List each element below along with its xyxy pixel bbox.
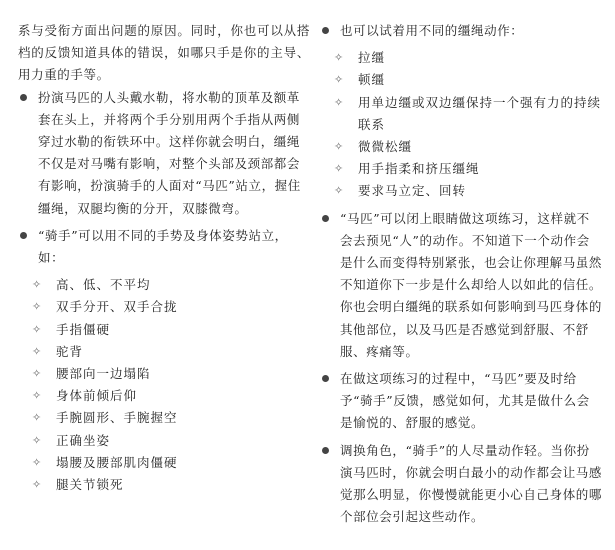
posture-sub-list <box>18 274 310 496</box>
sub-item <box>320 47 602 69</box>
bullet-dot-icon <box>322 215 329 222</box>
sub-item-text: 正确坐姿 <box>56 432 111 448</box>
diamond-bullet-icon: ✧ <box>334 95 345 109</box>
bullet-text: 在做这项练习的过程中，“马匹”要及时给予“骑手”反馈，感觉如何，尤其是做什么会是愉悦的、舒服的感觉。 <box>340 371 590 431</box>
sub-item-text: 要求马立定、回转 <box>358 183 467 199</box>
diamond-bullet-icon: ✧ <box>334 162 345 176</box>
diamond-bullet-icon: ✧ <box>32 433 43 447</box>
sub-item <box>18 319 310 341</box>
diamond-bullet-icon: ✧ <box>32 367 43 381</box>
bullet-text: 扮演马匹的人头戴水勒，将水勒的顶革及额革套在头上，并将两个手分别用两个手指从两侧穿过水勒的衔铁环中。这样你就会明白，缰绳不仅是对马嘴有影响，对整个头部及颈部都会有影响，扮演骑手的人面对“马匹”站立，握住缰绳，双腿均衡的分开，双膝微弯。 <box>38 89 301 216</box>
sub-item <box>320 158 602 180</box>
diamond-bullet-icon: ✧ <box>32 478 43 492</box>
diamond-bullet-icon: ✧ <box>32 344 43 358</box>
sub-item <box>320 92 602 136</box>
diamond-bullet-icon: ✧ <box>334 184 345 198</box>
intro-paragraph: 系与受衔方面出问题的原因。同时，你也可以从搭档的反馈知道具体的错误，如哪只手是你的主导、用力重的手等。 <box>18 23 310 83</box>
sub-item <box>18 296 310 318</box>
sub-item <box>18 274 310 296</box>
bullet-swap-roles <box>320 440 602 529</box>
bullet-dot-icon <box>322 375 329 382</box>
sub-item <box>18 363 310 385</box>
sub-item <box>320 180 602 202</box>
diamond-bullet-icon: ✧ <box>32 278 43 292</box>
bullet-dot-icon <box>322 27 329 34</box>
sub-item <box>18 385 310 407</box>
diamond-bullet-icon: ✧ <box>32 389 43 403</box>
bullet-rein-actions <box>320 20 602 42</box>
sub-item-text: 拉缰 <box>358 50 386 66</box>
diamond-bullet-icon: ✧ <box>32 322 43 336</box>
diamond-bullet-icon: ✧ <box>334 140 345 154</box>
diamond-bullet-icon: ✧ <box>334 73 345 87</box>
diamond-bullet-icon: ✧ <box>32 455 43 469</box>
right-column <box>320 20 602 533</box>
sub-item-text: 微微松缰 <box>358 139 413 155</box>
bullet-dot-icon <box>20 232 27 239</box>
sub-item-text: 用单边缰或双边缰保持一个强有力的持续联系 <box>358 94 602 132</box>
sub-item <box>18 407 310 429</box>
sub-item <box>18 430 310 452</box>
bullet-eyes-closed <box>320 208 602 363</box>
right-bullet-list-2 <box>320 208 602 529</box>
bullet-dot-icon <box>322 447 329 454</box>
diamond-bullet-icon: ✧ <box>32 411 43 425</box>
diamond-bullet-icon: ✧ <box>32 300 43 314</box>
sub-item-text: 高、低、不平均 <box>56 277 151 293</box>
bullet-feedback <box>320 368 602 435</box>
sub-item <box>18 341 310 363</box>
rein-sub-list <box>320 47 602 202</box>
bullet-dot-icon <box>20 94 27 101</box>
bullet-text: 也可以试着用不同的缰绳动作： <box>340 23 524 38</box>
sub-item-text: 身体前倾后仰 <box>56 388 138 404</box>
bullet-water-bridle <box>18 87 310 220</box>
sub-item-text: 驼背 <box>56 343 84 359</box>
sub-item-text: 双手分开、双手合拢 <box>56 299 178 315</box>
bullet-text: “骑手”可以用不同的手势及身体姿势站立，如： <box>38 227 288 266</box>
sub-item-text: 用手指柔和挤压缰绳 <box>358 161 480 177</box>
sub-item-text: 手腕圆形、手腕握空 <box>56 410 178 426</box>
sub-item <box>18 474 310 496</box>
sub-item <box>18 452 310 474</box>
diamond-bullet-icon: ✧ <box>334 51 345 65</box>
sub-item <box>320 69 602 91</box>
bullet-rider-postures <box>18 225 310 269</box>
sub-item-text: 顿缰 <box>358 72 386 88</box>
bullet-text: 调换角色，“骑手”的人尽量动作轻。当你扮演马匹时，你就会明白最小的动作都会让马感觉那么明显，你慢慢就能更小心自己身体的哪个部位会引起这些动作。 <box>340 442 603 525</box>
right-bullet-list <box>320 20 602 42</box>
bullet-text: “马匹”可以闭上眼睛做这项练习，这样就不会去预见“人”的动作。不知道下一个动作会是什么而变得特别紧张，也会让你理解马虽然不知道你下一步是什么却给人以如此的信任。你也会明白缰绳的联系如何影响到马匹身体的其他部位，以及马匹是否感觉到舒服、不舒服、疼痛等。 <box>340 210 603 359</box>
left-column <box>18 20 310 496</box>
sub-item-text: 腿关节锁死 <box>56 477 124 493</box>
left-bullet-list <box>18 87 310 270</box>
sub-item-text: 腰部向一边塌陷 <box>56 366 151 382</box>
sub-item-text: 手指僵硬 <box>56 321 111 337</box>
sub-item-text: 塌腰及腰部肌肉僵硬 <box>56 454 178 470</box>
sub-item <box>320 136 602 158</box>
